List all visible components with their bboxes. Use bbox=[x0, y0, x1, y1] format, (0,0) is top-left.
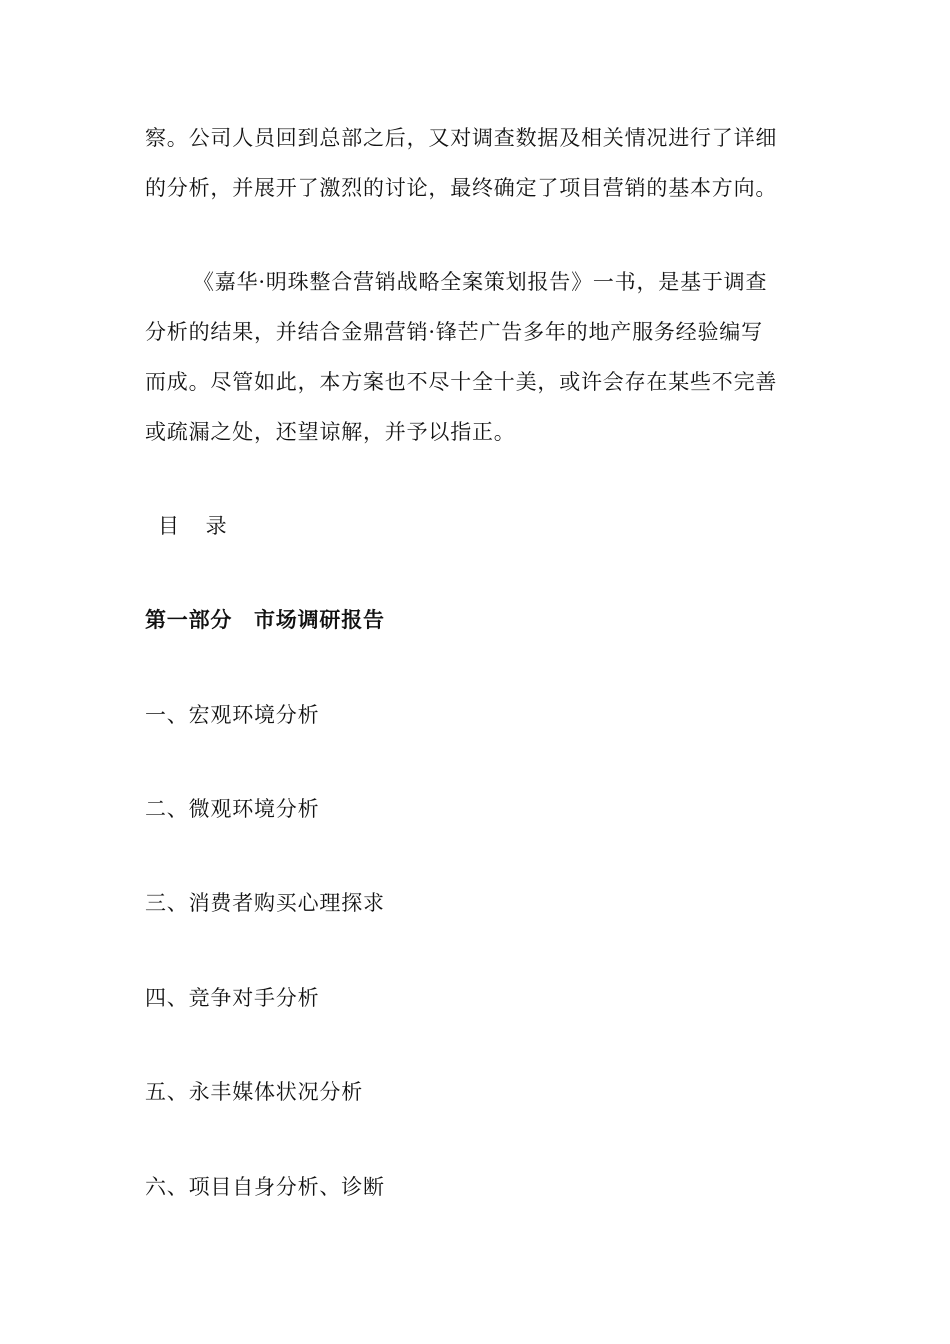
paragraph-2-line-2: 分析的结果，并结合金鼎营销·锋芒广告多年的地产服务经验编写 bbox=[145, 320, 763, 344]
toc-item-1: 一、宏观环境分析 bbox=[145, 703, 320, 727]
paragraph-2-line-4: 或疏漏之处，还望谅解，并予以指正。 bbox=[145, 420, 516, 444]
paragraph-2-line-3: 而成。尽管如此，本方案也不尽十全十美，或许会存在某些不完善 bbox=[145, 370, 778, 394]
paragraph-1-line-2: 的分析，并展开了激烈的讨论，最终确定了项目营销的基本方向。 bbox=[145, 176, 778, 200]
toc-item-2: 二、微观环境分析 bbox=[145, 797, 320, 821]
paragraph-1-line-1: 察。公司人员回到总部之后，又对调查数据及相关情况进行了详细 bbox=[145, 126, 778, 150]
toc-part-heading: 第一部分 市场调研报告 bbox=[145, 607, 385, 632]
toc-item-3: 三、消费者购买心理探求 bbox=[145, 891, 385, 915]
toc-item-4: 四、竞争对手分析 bbox=[145, 986, 320, 1010]
toc-title: 目 录 bbox=[158, 514, 237, 538]
toc-item-6: 六、项目自身分析、诊断 bbox=[145, 1175, 385, 1199]
paragraph-2-line-1: 《嘉华·明珠整合营销战略全案策划报告》一书，是基于调查 bbox=[193, 270, 768, 294]
toc-item-5: 五、永丰媒体状况分析 bbox=[145, 1080, 363, 1104]
